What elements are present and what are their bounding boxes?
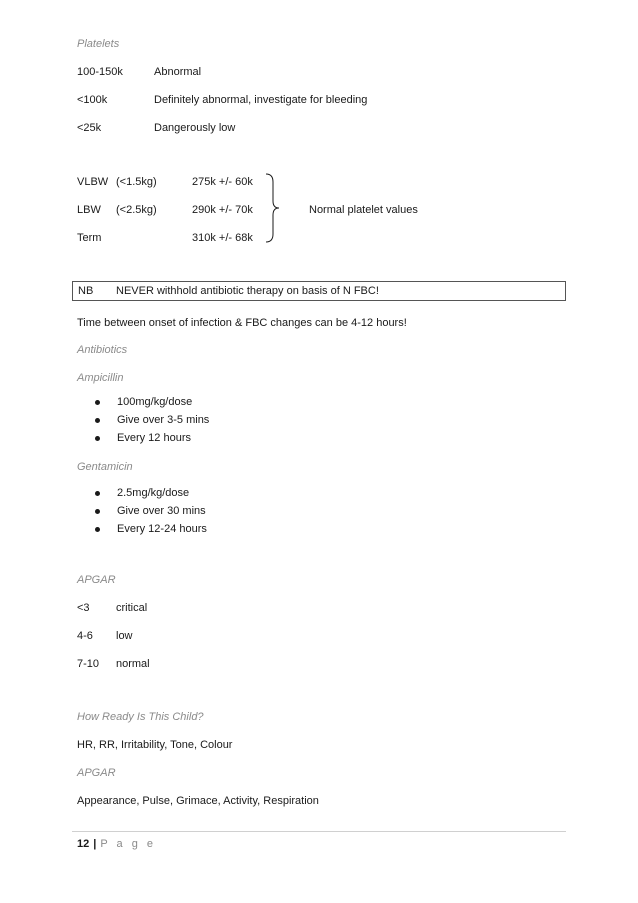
apgar-score: 4-6 [77,630,93,642]
ampicillin-list [92,393,209,447]
list-item: Every 12-24 hours [92,520,207,538]
nb-text: NEVER withhold antibiotic therapy on basis of N FBC! [116,285,379,297]
antibiotics-heading: Antibiotics [77,344,128,356]
normal-values-label: Normal platelet values [309,204,418,216]
normal-weight: (<1.5kg) [116,176,157,188]
time-note: Time between onset of infection & FBC changes can be 4-12 hours! [77,317,407,329]
apgar-score: 7-10 [77,658,100,670]
apgar-desc: normal [116,658,150,670]
platelet-desc: Definitely abnormal, investigate for bleeding [154,94,368,106]
apgar-scores-heading: APGAR [77,574,116,586]
apgar-desc: critical [116,602,148,614]
gentamicin-heading: Gentamicin [77,461,133,473]
normal-value: 290k +/- 70k [192,204,253,216]
normal-group: Term [77,232,102,244]
normal-group: VLBW [77,176,109,188]
page-footer [77,838,156,850]
nb-label: NB [78,285,94,297]
apgar-score: <3 [77,602,90,614]
list-item: 100mg/kg/dose [92,393,209,411]
normal-value: 275k +/- 60k [192,176,253,188]
ampicillin-heading: Ampicillin [77,372,124,384]
apgar-desc: low [116,630,133,642]
footer-divider [72,831,566,832]
normal-weight: (<2.5kg) [116,204,157,216]
apgar-meaning-text: Appearance, Pulse, Grimace, Activity, Respiration [77,795,319,807]
page-word: P a g e [100,838,156,850]
gentamicin-list [92,484,207,538]
list-item: Give over 3-5 mins [92,411,209,429]
ready-text: HR, RR, Irritability, Tone, Colour [77,739,233,751]
platelet-range: 100-150k [77,66,123,78]
normal-group: LBW [77,204,101,216]
page-number: 12 [77,838,90,850]
apgar-meaning-heading: APGAR [77,767,116,779]
list-item: Give over 30 mins [92,502,207,520]
platelet-desc: Dangerously low [154,122,236,134]
ready-heading: How Ready Is This Child? [77,711,204,723]
right-brace-icon [264,172,280,244]
list-item: Every 12 hours [92,429,209,447]
platelets-heading: Platelets [77,38,120,50]
list-item: 2.5mg/kg/dose [92,484,207,502]
platelet-desc: Abnormal [154,66,202,78]
footer-separator: | [93,838,97,850]
normal-value: 310k +/- 68k [192,232,253,244]
platelet-range: <100k [77,94,108,106]
platelet-range: <25k [77,122,102,134]
